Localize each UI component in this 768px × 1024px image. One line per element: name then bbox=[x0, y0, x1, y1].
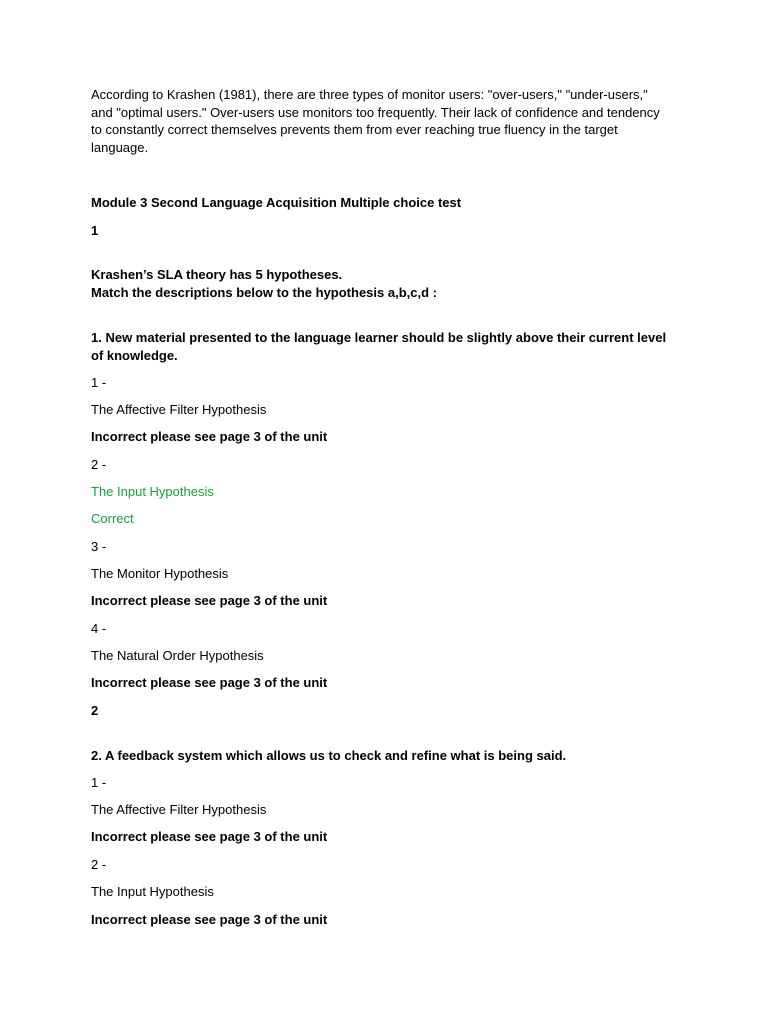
question-2-number: 2 bbox=[91, 703, 99, 718]
test-title: Module 3 Second Language Acquisition Multiple choice test bbox=[91, 195, 462, 210]
q1-option-3-label: 3 - bbox=[91, 539, 107, 554]
question-1-instruction-line-2: Match the descriptions below to the hypothesis a,b,c,d : bbox=[91, 285, 437, 300]
question-1-number: 1 bbox=[91, 223, 99, 238]
intro-paragraph: According to Krashen (1981), there are three types of monitor users: "over-users," "under-users," and "optimal users." Over-users use monitors too frequently. Their lack of confidence and tendency to constantly correct themselves prevents them from ever reaching true fluency in the target language. bbox=[91, 87, 660, 155]
question-2-prompt: 2. A feedback system which allows us to check and refine what is being said. bbox=[91, 748, 567, 763]
q2-option-2-label: 2 - bbox=[91, 857, 107, 872]
q1-option-2-label: 2 - bbox=[91, 457, 107, 472]
q1-option-2-feedback: Correct bbox=[91, 511, 134, 526]
q1-option-3-text: The Monitor Hypothesis bbox=[91, 566, 229, 581]
q2-option-1-text: The Affective Filter Hypothesis bbox=[91, 802, 267, 817]
q2-option-2-text: The Input Hypothesis bbox=[91, 884, 214, 899]
question-1-instruction-line-1: Krashen’s SLA theory has 5 hypotheses. bbox=[91, 267, 343, 282]
q2-option-1-label: 1 - bbox=[91, 775, 107, 790]
question-1-prompt: 1. New material presented to the language learner should be slightly above their current level of knowledge. bbox=[91, 330, 667, 363]
q1-option-1-feedback: Incorrect please see page 3 of the unit bbox=[91, 429, 328, 444]
q1-option-1-text: The Affective Filter Hypothesis bbox=[91, 402, 267, 417]
q1-option-1-label: 1 - bbox=[91, 375, 107, 390]
q2-option-1-feedback: Incorrect please see page 3 of the unit bbox=[91, 829, 328, 844]
q1-option-4-label: 4 - bbox=[91, 621, 107, 636]
q1-option-4-feedback: Incorrect please see page 3 of the unit bbox=[91, 675, 328, 690]
q1-option-3-feedback: Incorrect please see page 3 of the unit bbox=[91, 593, 328, 608]
q1-option-4-text: The Natural Order Hypothesis bbox=[91, 648, 264, 663]
q2-option-2-feedback: Incorrect please see page 3 of the unit bbox=[91, 912, 328, 927]
q1-option-2-text: The Input Hypothesis bbox=[91, 484, 214, 499]
